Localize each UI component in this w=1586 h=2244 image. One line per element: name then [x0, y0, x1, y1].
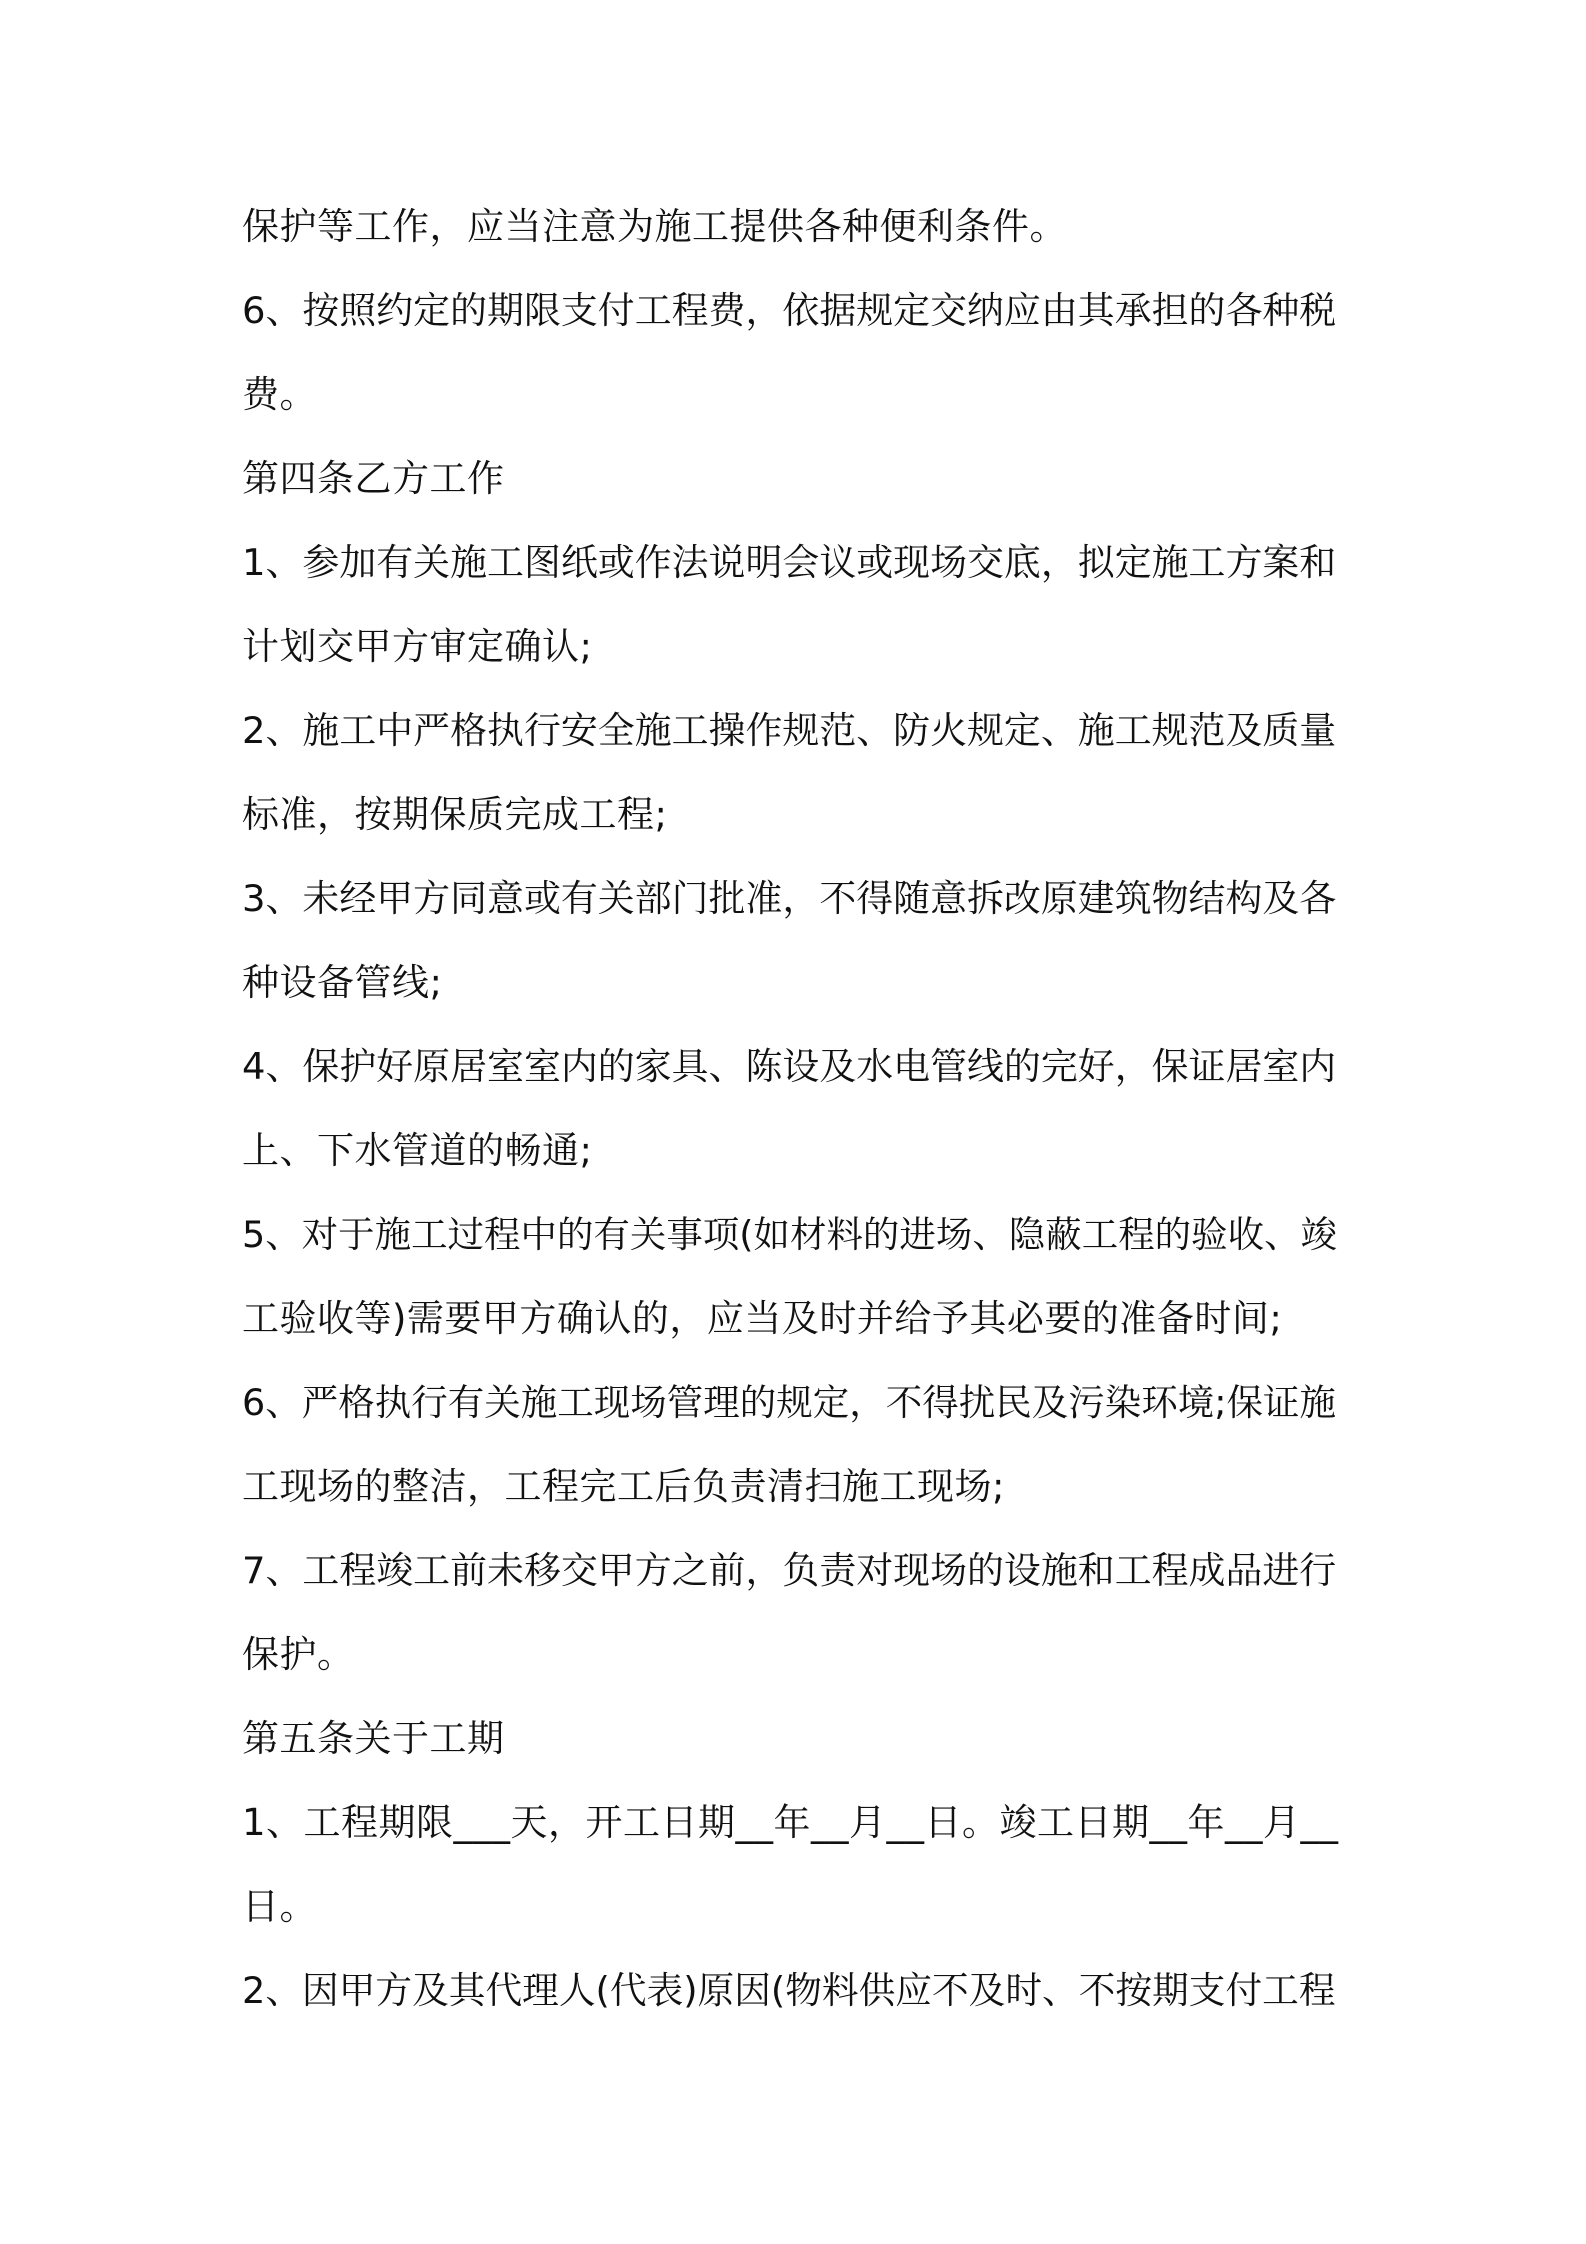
text-line: 1、工程期限___天，开工日期__年__月__日。竣工日期__年__月__	[242, 1801, 1339, 1844]
text-line: 6、按照约定的期限支付工程费，依据规定交纳应由其承担的各种税	[242, 289, 1337, 332]
text-line: 上、下水管道的畅通;	[242, 1129, 593, 1172]
text-line: 7、工程竣工前未移交甲方之前，负责对现场的设施和工程成品进行	[242, 1549, 1337, 1592]
text-line: 日。	[242, 1885, 317, 1928]
text-line: 3、未经甲方同意或有关部门批准，不得随意拆改原建筑物结构及各	[242, 877, 1337, 920]
text-line: 标准，按期保质完成工程;	[242, 793, 668, 836]
text-line: 种设备管线;	[242, 961, 443, 1004]
section-heading: 第四条乙方工作	[242, 457, 505, 500]
text-line: 工验收等)需要甲方确认的，应当及时并给予其必要的准备时间;	[242, 1297, 1283, 1340]
text-line: 6、严格执行有关施工现场管理的规定，不得扰民及污染环境;保证施	[242, 1381, 1337, 1424]
text-line: 计划交甲方审定确认;	[242, 625, 593, 668]
text-line: 2、因甲方及其代理人(代表)原因(物料供应不及时、不按期支付工程	[242, 1969, 1336, 2012]
text-line: 费。	[242, 373, 317, 416]
text-line: 2、施工中严格执行安全施工操作规范、防火规定、施工规范及质量	[242, 709, 1337, 752]
text-line: 工现场的整洁，工程完工后负责清扫施工现场;	[242, 1465, 1005, 1508]
text-line: 5、对于施工过程中的有关事项(如材料的进场、隐蔽工程的验收、竣	[242, 1213, 1338, 1256]
section-heading: 第五条关于工期	[242, 1717, 505, 1760]
text-line: 1、参加有关施工图纸或作法说明会议或现场交底，拟定施工方案和	[242, 541, 1337, 584]
text-line: 保护等工作，应当注意为施工提供各种便利条件。	[242, 205, 1067, 248]
text-line: 保护。	[242, 1633, 355, 1676]
text-line: 4、保护好原居室室内的家具、陈设及水电管线的完好，保证居室内	[242, 1045, 1337, 1088]
